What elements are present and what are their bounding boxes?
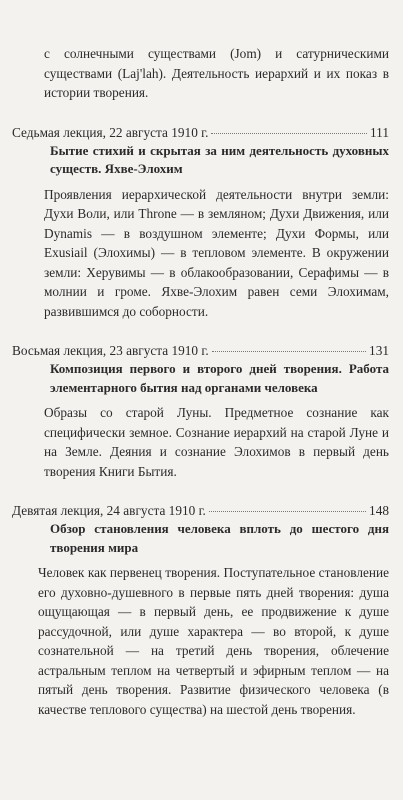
lecture-title: Бытие стихий и скрытая за ним деятельность духовных существ. Яхве-Элохим: [50, 142, 389, 176]
lecture-entry-9: [12, 501, 389, 719]
intro-paragraph: с солнечными существами (Jom) и сатурническими существами (Laj'lah). Деятельность иерархий и их показ в истории творения.: [44, 46, 389, 100]
lecture-description: Человек как первенец творения. Поступательное становление его духовно-душевного в первые пять дней творения: душа ощущающая — в первый день, ее продвижение к душе рассудочной, или душе характера — во второй, к душе сознательной — на третий день творения, облечение астральным теплом на четвертый и эфирным теплом — на пятый день творения. Развитие физического человека (в качестве теплового существа) на шестой день творения.: [38, 565, 389, 717]
lecture-title: Обзор становления человека вплоть до шестого дня творения мира: [50, 521, 389, 555]
toc-line: [12, 341, 389, 360]
lecture-date: Седьмая лекция, 22 августа 1910 г.: [12, 124, 209, 140]
lecture-description: Образы со старой Луны. Предметное сознание как специфически земное. Сознание иерархий на старой Луне и на Земле. Деяния и сознание Элохимов в первый день творения Книги Бытия.: [44, 405, 389, 479]
lecture-entry-8: [12, 341, 389, 481]
lecture-description: Проявления иерархической деятельности внутри земли: Духи Воли, или Throne — в земляном; Духи Движения, или Dynamis — в воздушном элементе; Духи Формы, или Exusiail (Элохимы) — в тепловом элементе. В окружении земли: Херувимы — в облакообразовании, Серафимы — в молнии и громе. Яхве-Элохим равен семи Элохимам, развившимся до соборности.: [44, 186, 389, 319]
lecture-title: Композиция первого и второго дней творения. Работа элементарного бытия над органами человека: [50, 361, 389, 395]
toc-line: [12, 501, 389, 520]
leader-dots: [211, 133, 367, 134]
lecture-entry-7: [12, 123, 389, 322]
page-number: 111: [370, 124, 389, 140]
page-number: 131: [369, 343, 389, 358]
leader-dots: [212, 351, 366, 352]
leader-dots: [209, 511, 366, 512]
page-number: 148: [369, 503, 389, 518]
lecture-date: Восьмая лекция, 23 августа 1910 г.: [12, 343, 209, 358]
toc-line: [12, 123, 389, 142]
lecture-date: Девятая лекция, 24 августа 1910 г.: [12, 503, 206, 518]
